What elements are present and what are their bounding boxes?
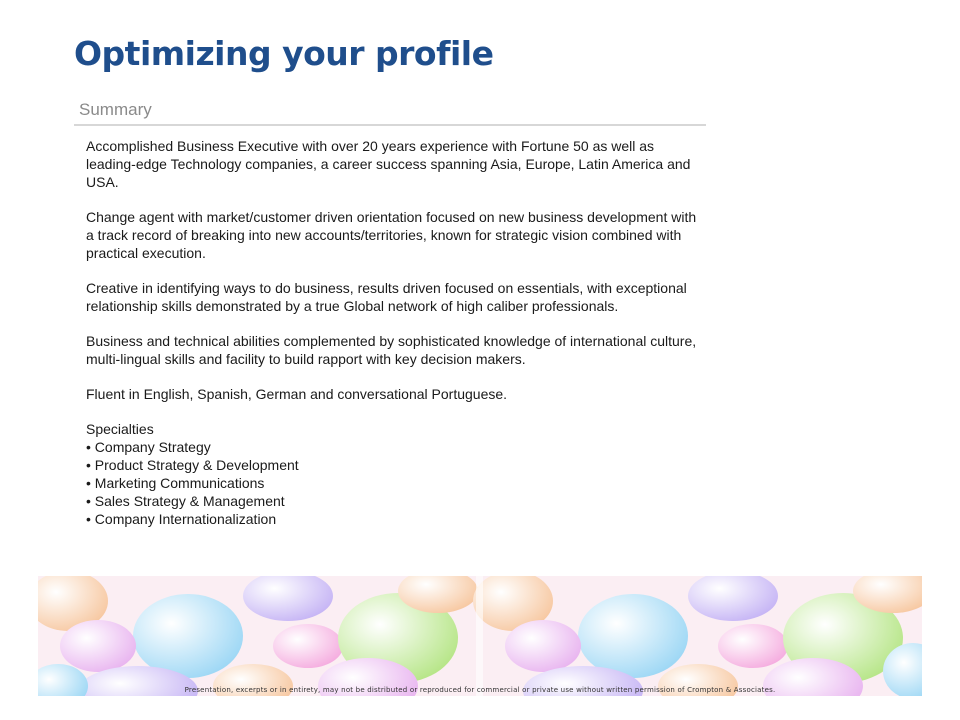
specialty-item: • Product Strategy & Development <box>86 457 299 473</box>
specialties-label: Specialties <box>86 421 154 437</box>
bubble-group-left <box>38 576 478 696</box>
summary-paragraph: Business and technical abilities complemented by sophisticated knowledge of international culture, multi-lingual skills and facility to build rapport with key decision makers. <box>86 333 697 367</box>
specialty-item: • Company Strategy <box>86 439 211 455</box>
summary-paragraph: Fluent in English, Spanish, German and conversational Portuguese. <box>86 386 508 402</box>
bubble-group-right <box>473 576 922 696</box>
summary-paragraph: Accomplished Business Executive with over 20 years experience with Fortune 50 as well as leading-edge Technology companies, a career success spanning Asia, Europe, Latin America and USA. <box>86 138 691 190</box>
summary-paragraph: Change agent with market/customer driven orientation focused on new business development with a track record of breaking into new accounts/territories, known for strategic vision combined with practical execution. <box>86 209 697 261</box>
summary-card <box>74 96 706 528</box>
specialty-item: • Company Internationalization <box>86 511 277 527</box>
copyright-notice: Presentation, excerpts or in entirety, may not be distributed or reproduced for commercial or private use without written permission of Crompton & Associates. <box>184 686 776 694</box>
bubble-pattern <box>38 576 922 696</box>
summary-heading: Summary <box>74 96 706 126</box>
specialty-item: • Marketing Communications <box>86 475 265 491</box>
specialty-item: • Sales Strategy & Management <box>86 493 285 509</box>
decorative-bubble-band <box>38 576 922 696</box>
specialties-list <box>86 438 706 528</box>
summary-body <box>74 126 706 528</box>
summary-paragraph: Creative in identifying ways to do business, results driven focused on essentials, with exceptional relationship skills demonstrated by a true Global network of high caliber professionals. <box>86 280 687 314</box>
slide-title: Optimizing your profile <box>74 34 494 73</box>
